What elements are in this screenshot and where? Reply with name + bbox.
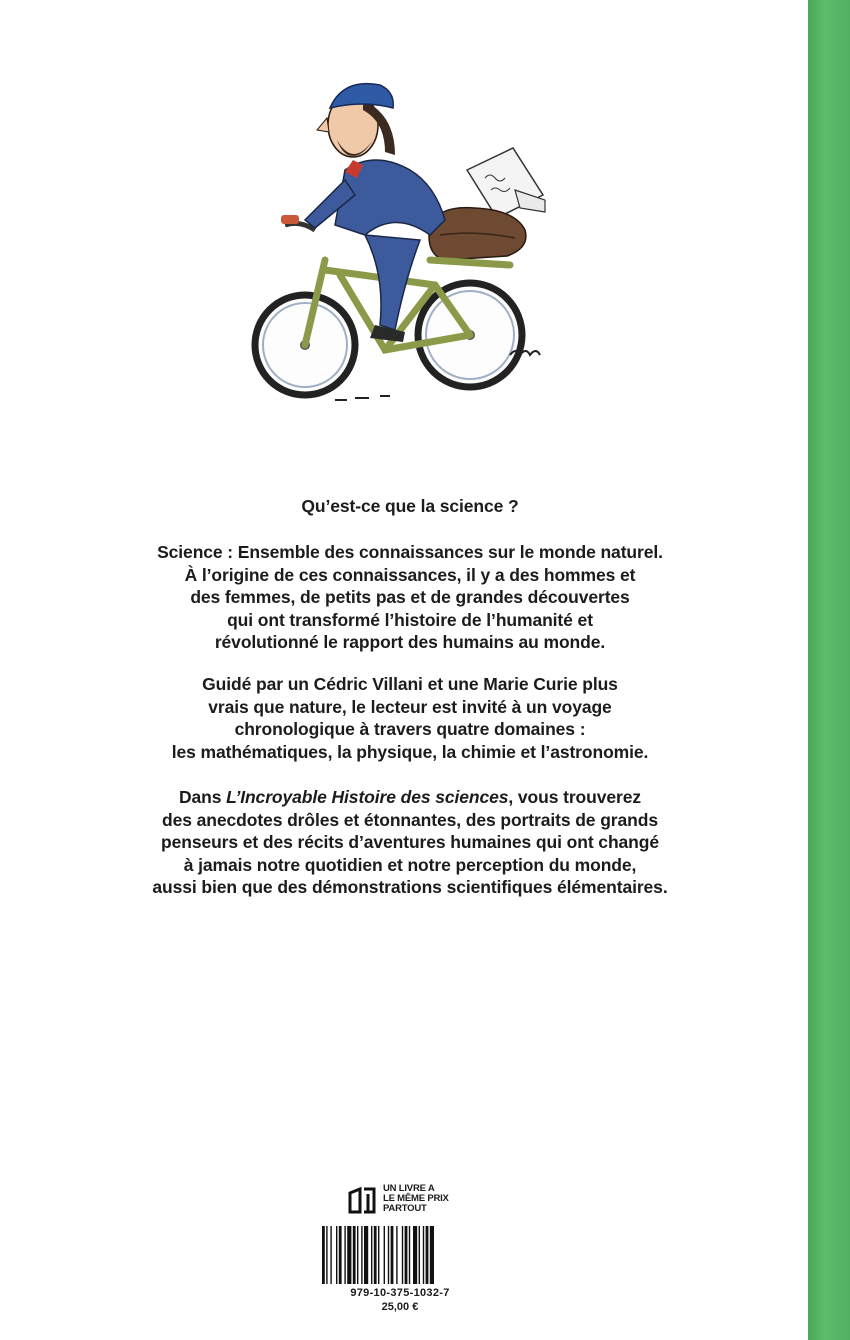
ground-marks [335, 396, 390, 400]
barcode [320, 1226, 480, 1284]
definition-line: Science : Ensemble des connaissances sur le monde naturel. [157, 542, 663, 562]
guide-paragraph [90, 673, 730, 763]
after-title-text: , vous trouverez [508, 787, 641, 807]
barcode-bar [326, 1226, 327, 1284]
barcode-bar [357, 1226, 358, 1284]
barcode-bar [364, 1226, 368, 1284]
barcode-bar [384, 1226, 385, 1284]
barcode-bar [371, 1226, 372, 1284]
badge-text [383, 1184, 449, 1214]
definition-line: révolutionné le rapport des humains au monde. [214, 632, 606, 652]
barcode-bar [388, 1226, 389, 1284]
barcode-bar [430, 1226, 434, 1284]
barcode-bar [336, 1226, 337, 1284]
barcode-bar [409, 1226, 410, 1284]
barcode-bar [353, 1226, 356, 1284]
handlebar-grip [281, 215, 299, 224]
barcode-bar [322, 1226, 325, 1284]
barcode-bar [378, 1226, 379, 1284]
guide-line: chronologique à travers quatre domaines : [234, 719, 586, 739]
fixed-price-badge [348, 1183, 478, 1215]
book-title: L’Incroyable Histoire des sciences [226, 787, 509, 807]
barcode-bar [419, 1226, 420, 1284]
description-line: des anecdotes drôles et étonnantes, des portraits de grands [162, 809, 658, 830]
badge-line: PARTOUT [383, 1203, 427, 1214]
green-spine-band [808, 0, 850, 1340]
barcode-bar [361, 1226, 362, 1284]
barcode-bar [391, 1226, 394, 1284]
description-line: penseurs et des récits d’aventures humaines qui ont changé [161, 832, 659, 852]
book-description-paragraph [90, 786, 730, 899]
description-line: à jamais notre quotidien et notre perception du monde, [183, 854, 637, 875]
barcode-bar [347, 1226, 351, 1284]
barcode-bar [402, 1226, 403, 1284]
definition-line: des femmes, de petits pas et de grandes découvertes [190, 587, 630, 607]
definition-line: À l’origine de ces connaissances, il y a des hommes et [184, 564, 636, 585]
barcode-bar [426, 1226, 429, 1284]
scientist-on-bicycle-illustration [245, 60, 575, 420]
intro-text: Dans [179, 787, 227, 807]
guide-line: Guidé par un Cédric Villani et une Marie Curie plus [202, 674, 618, 694]
price-label: 25,00 € [381, 1301, 419, 1313]
barcode-bar [339, 1226, 342, 1284]
barcode-bar [413, 1226, 417, 1284]
guide-line: les mathématiques, la physique, la chimie et l’astronomie. [171, 741, 649, 762]
definition-line: qui ont transformé l’histoire de l’humanité et [227, 609, 593, 630]
barcode-bar [396, 1226, 397, 1284]
barcode-bar [344, 1226, 345, 1284]
barcode-bar [374, 1226, 377, 1284]
description-line: aussi bien que des démonstrations scientifiques élémentaires. [152, 877, 668, 897]
question-heading [90, 495, 730, 518]
barcode-bar [405, 1226, 408, 1284]
description-first-line [90, 786, 730, 809]
barcode-bar [423, 1226, 424, 1284]
definition-paragraph [90, 541, 730, 654]
question-text: Qu’est-ce que la science ? [301, 496, 519, 516]
book-price-icon [348, 1185, 378, 1215]
badge-line: UN LIVRE A [383, 1183, 435, 1194]
isbn-number: 979-10-375-1032-7 [350, 1287, 450, 1299]
badge-line: LE MÊME PRIX [383, 1193, 449, 1204]
guide-line: vrais que nature, le lecteur est invité à un voyage [208, 696, 612, 717]
barcode-bar [330, 1226, 331, 1284]
